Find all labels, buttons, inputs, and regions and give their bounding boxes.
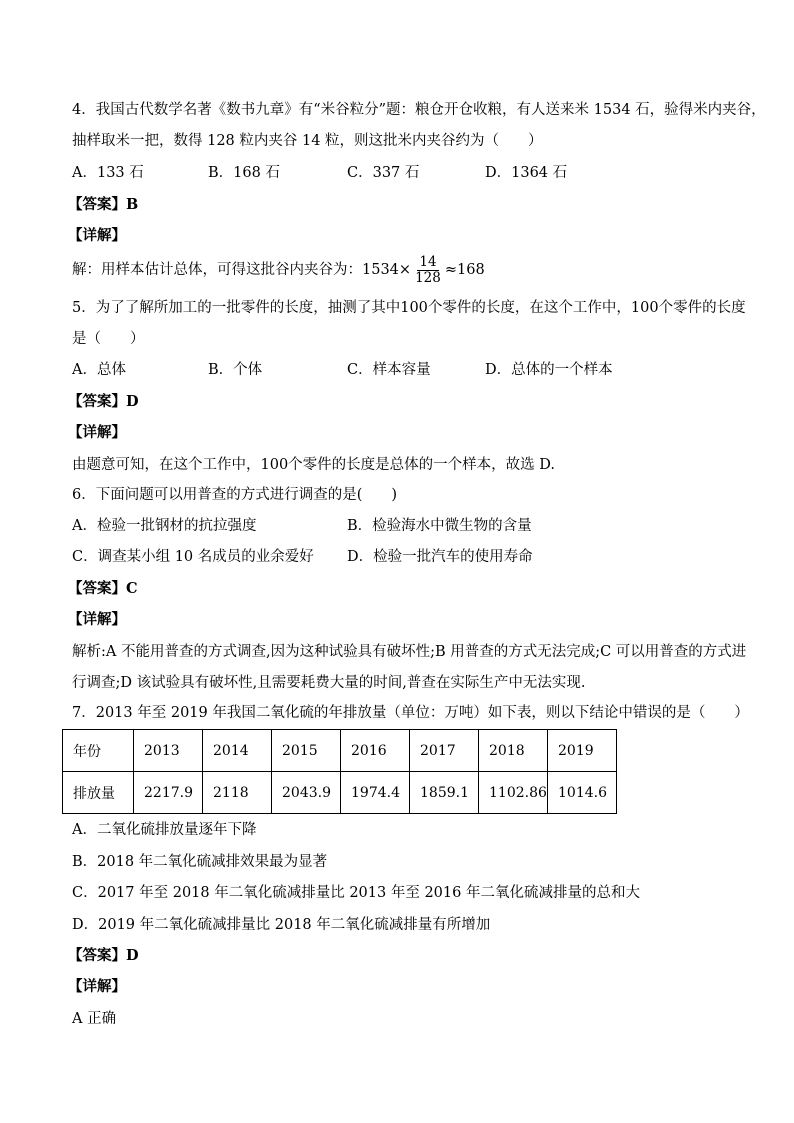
table-cell: 1014.6 [548,772,617,814]
table-cell: 1974.4 [341,772,410,814]
q5-option-c: C．样本容量 [347,362,431,378]
table-header-cell: 2014 [203,730,272,772]
table-header-cell: 2018 [479,730,548,772]
q5-option-b: B．个体 [208,362,263,378]
q4-fraction [413,255,443,286]
q6-option-b: B．检验海水中微生物的含量 [347,518,532,534]
q5-option-d: D．总体的一个样本 [485,362,613,378]
q7-solution-start: A 正确 [72,1011,117,1027]
table-cell: 1859.1 [410,772,479,814]
table-header-cell: 2015 [272,730,341,772]
q4-stem-line2: 抽样取米一把，数得 128 粒内夹谷 14 粒，则这批米内夹谷约为（ ） [72,133,543,149]
q4-detail-label: 【详解】 [68,227,126,244]
table-header-cell: 2016 [341,730,410,772]
emission-table [62,729,617,814]
q7-stem-line1: 7．2013 年至 2019 年我国二氧化硫的年排放量（单位：万吨）如下表，则以下结论中错误的是（ ） [72,705,749,721]
q4-option-c: C．337 石 [347,165,420,181]
q4-fraction-numerator: 14 [419,253,437,270]
q4-stem-line1: 4．我国古代数学名著《数书九章》有“米谷粒分”题：粮仓开仓收粮，有人送来米 1534 石，验得米内夹谷， [72,102,766,118]
q7-answer: 【答案】D [68,947,139,964]
table-row-year [63,730,617,772]
q4-option-a: A．133 石 [72,165,144,181]
q6-solution-line2: 行调查;D 该试验具有破坏性,且需要耗费大量的时间,普查在实际生产中无法实现. [72,675,586,691]
q4-solution-prefix: 解：用样本估计总体，可得这批谷内夹谷为： [72,262,362,278]
q5-option-a: A．总体 [72,362,126,378]
q7-detail-label: 【详解】 [68,978,126,995]
q4-solution [72,250,485,290]
table-cell: 1102.86 [479,772,548,814]
q4-expr-right: ≈168 [444,262,485,278]
q4-expr-left: 1534× [362,262,412,278]
table-header-cell: 2017 [410,730,479,772]
q6-option-a: A．检验一批钢材的抗拉强度 [72,518,257,534]
q7-option-d: D．2019 年二氧化硫减排量比 2018 年二氧化硫减排量有所增加 [72,917,491,933]
q7-option-b: B．2018 年二氧化硫减排效果最为显著 [72,854,328,870]
q5-detail-label: 【详解】 [68,424,126,441]
q6-option-c: C．调查某小组 10 名成员的业余爱好 [72,549,314,565]
q4-fraction-denominator: 128 [415,269,441,286]
q4-option-b: B．168 石 [208,165,280,181]
q4-option-d: D．1364 石 [485,165,568,181]
table-header-cell: 2019 [548,730,617,772]
q5-answer: 【答案】D [68,393,139,410]
q5-stem-line1: 5．为了了解所加工的一批零件的长度，抽测了其中100个零件的长度，在这个工作中，100个零件的长度 [72,300,746,316]
table-header-cell: 2013 [134,730,203,772]
table-header-cell: 年份 [63,730,134,772]
q7-option-c: C．2017 年至 2018 年二氧化硫减排量比 2013 年至 2016 年二氧化硫减排量的总和大 [72,885,640,901]
q6-solution-line1: 解析:A 不能用普查的方式调查,因为这种试验具有破坏性;B 用普查的方式无法完成;C 可以用普查的方式进 [72,644,747,660]
q6-detail-label: 【详解】 [68,611,126,628]
table-cell: 排放量 [63,772,134,814]
q7-option-a: A．二氧化硫排放量逐年下降 [72,822,257,838]
q6-option-d: D．检验一批汽车的使用寿命 [347,549,533,565]
table-cell: 2118 [203,772,272,814]
q6-stem-line1: 6．下面问题可以用普查的方式进行调查的是( ) [72,487,398,503]
q6-answer: 【答案】C [68,580,138,597]
table-cell: 2043.9 [272,772,341,814]
table-cell: 2217.9 [134,772,203,814]
q5-solution: 由题意可知，在这个工作中，100个零件的长度是总体的一个样本，故选 D. [72,457,556,473]
table-row-emission [63,772,617,814]
q4-answer: 【答案】B [68,196,139,213]
q5-stem-line2: 是（ ） [72,331,145,347]
